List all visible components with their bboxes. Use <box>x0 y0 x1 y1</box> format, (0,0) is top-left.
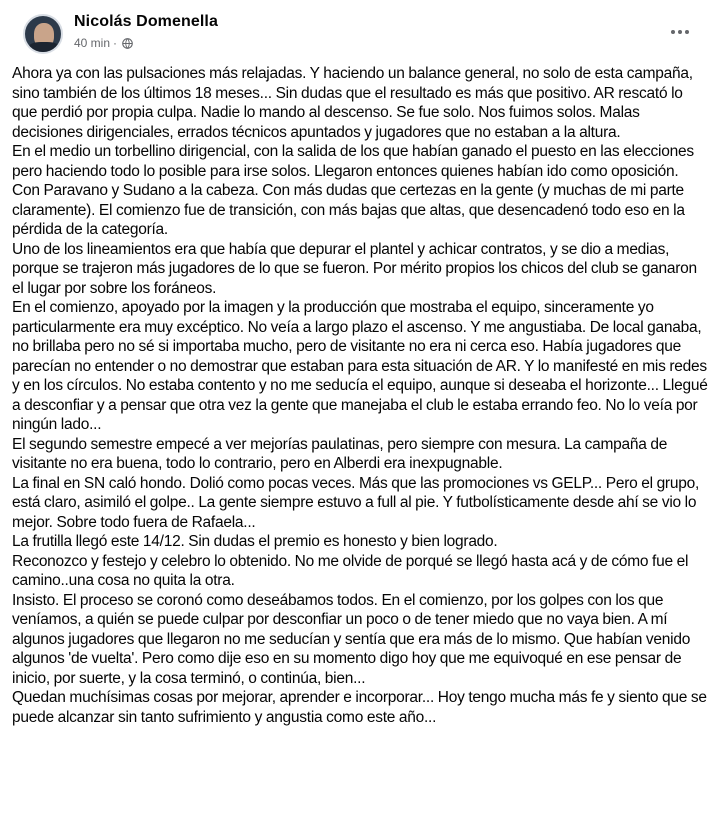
post-time[interactable]: 40 min <box>74 36 111 50</box>
more-options-icon[interactable] <box>666 18 694 46</box>
post-paragraph: La final en SN caló hondo. Dolió como pocas veces. Más que las promociones vs GELP... Pero el grupo, está claro, asimiló el golpe.. La gente siempre estuvo a full al pie. Y futbolísticamente desde ahí se vio lo mejor. Sobre todo fuera de Rafaela... <box>12 474 700 531</box>
post-paragraph: El segundo semestre empecé a ver mejorías paulatinas, pero siempre con mesura. La campaña de visitante no era buena, todo lo contrario, pero en Alberdi era inexpugnable. <box>12 435 668 472</box>
post-meta <box>74 36 133 50</box>
post-body <box>12 64 708 727</box>
post-header <box>12 0 708 60</box>
post-paragraph: Insisto. El proceso se coronó como deseábamos todos. En el comienzo, por los golpes con los que veníamos, a quién se puede culpar por desconfiar un poco o de tener miedo que no vaya bien. A mí algunos jugadores que llegaron no me seducían y sentía que era más de lo mismo. Que habían venido algunos 'de vuelta'. Pero como dije eso en su momento digo hoy que me equivoqué en ese pensar de inicio, por suerte, y la cosa terminó, o continúa, bien... <box>12 591 691 687</box>
meta-separator: · <box>113 36 118 50</box>
post-paragraph: Quedan muchísimas cosas por mejorar, aprender e incorporar... Hoy tengo mucha más fe y siento que se puede alcanzar sin tanto sufrimiento y angustia como este año... <box>12 689 707 726</box>
post-paragraph: Uno de los lineamientos era que había que depurar el plantel y achicar contratos, y se dio a medias, porque se trajeron más jugadores de lo que se fueron. Por mérito propios los chicos del club se ganaron el lugar por sobre los foráneos. <box>12 240 697 297</box>
globe-icon[interactable] <box>122 38 133 49</box>
post-paragraph: Reconozco y festejo y celebro lo obtenido. No me olvide de porqué se llegó hasta acá y de cómo fue el camino..una cosa no quita la otra. <box>12 552 689 589</box>
avatar[interactable] <box>23 14 63 54</box>
post-paragraph: La frutilla llegó este 14/12. Sin dudas el premio es honesto y bien logrado. <box>12 533 498 550</box>
post-paragraph: En el comienzo, apoyado por la imagen y la producción que mostraba el equipo, sinceramente yo particularmente era muy excéptico. No veía a largo plazo el ascenso. Y me angustiaba. De local ganaba, no brillaba pero no sé si importaba mucho, pero de visitante no era ni cerca eso. Había jugadores que parecían no entender o no demostrar que estaban para esta situación de AR. Y lo manifesté en mis redes y en los círculos. No estaba contento y no me seducía el equipo, aunque si deseaba el horizonte... Llegué a desconfiar y a pensar que otra vez la gente que manejaba el club le estaba errando feo. No lo veía por ningún lado... <box>12 299 708 433</box>
post-paragraph: En el medio un torbellino dirigencial, con la salida de los que habían ganado el puesto en las elecciones pero haciendo todo lo posible para irse solos. Llegaron entonces quienes habían ido como oposición. Con Paravano y Sudano a la cabeza. Con más dudas que certezas en la gente (y muchas de mi parte claramente). El comienzo fue de transición, con más bajas que altas, que desencadenó todo eso en la pérdida de la categoría. <box>12 143 694 238</box>
author-name[interactable]: Nicolás Domenella <box>74 13 218 30</box>
avatar-shirt <box>28 42 60 54</box>
post-paragraph: Ahora ya con las pulsaciones más relajadas. Y haciendo un balance general, no solo de esta campaña, sino también de los últimos 18 meses... Sin dudas que el resultado es más que positivo. AR rescató lo que perdió por propia culpa. Nadie lo mando al descenso. Se fue solo. Nos fuimos solos. Malas decisiones dirigenciales, errados técnicos apuntados y jugadores que no estaban a la altura. <box>12 65 693 141</box>
